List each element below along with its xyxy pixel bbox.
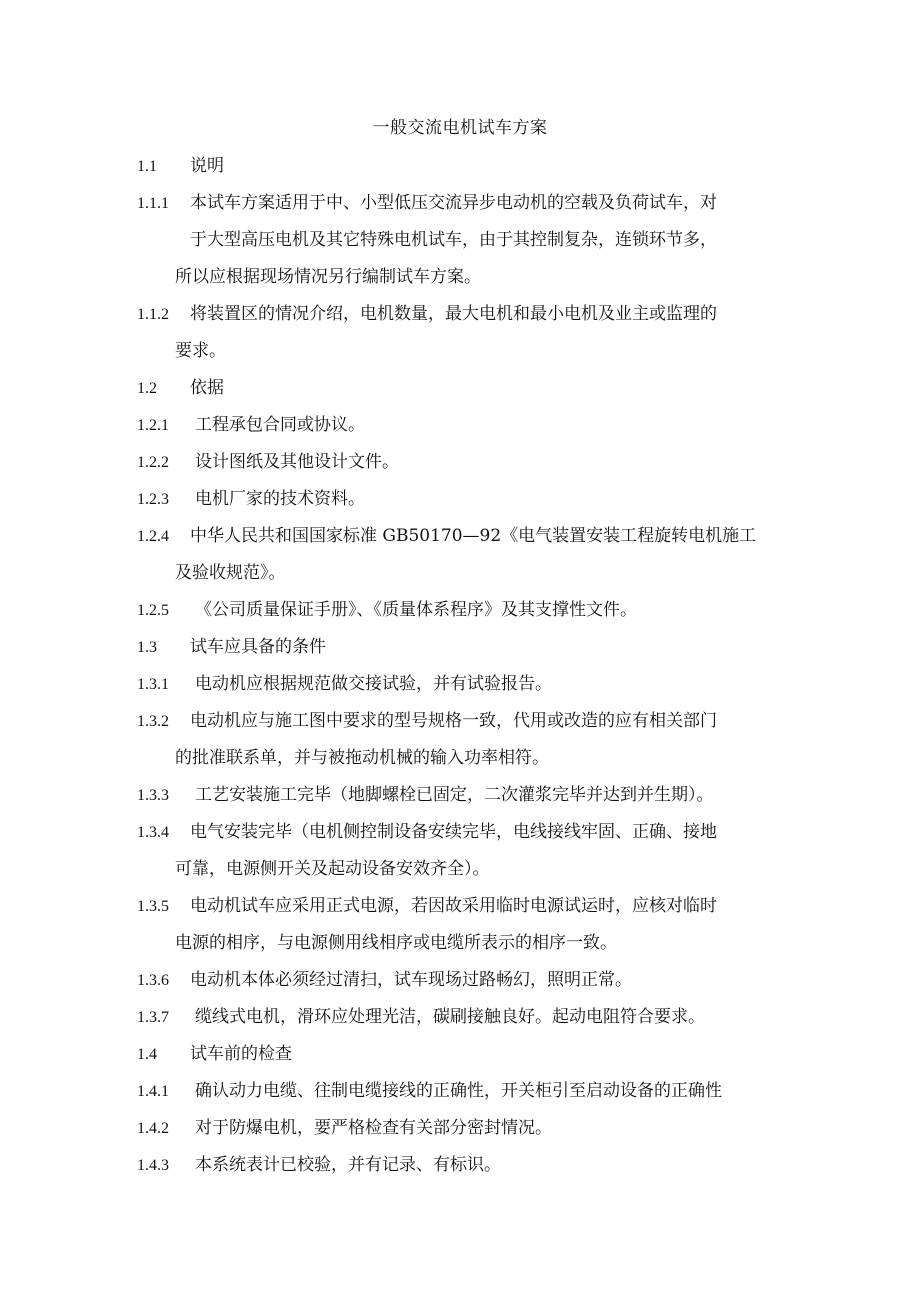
item-number: 1.2.4 xyxy=(137,528,169,545)
item-text xyxy=(195,1073,795,1110)
text-line: 及验收规范》。 xyxy=(175,563,286,583)
document-title: 一般交流电机试车方案 xyxy=(372,118,548,138)
item-number: 1.2.1 xyxy=(137,417,169,434)
text-line: 本系统表计已校验，并有记录、有标识。 xyxy=(195,1155,501,1175)
text-line: 将装置区的情况介绍，电机数量，最大电机和最小电机及业主或监理的 xyxy=(190,304,717,324)
text-line: 要求。 xyxy=(175,341,226,361)
text-line: 中华人民共和国国家标准 GB50170—92《电气装置安装工程旋转电机施工 xyxy=(190,526,757,546)
item-number: 1.3.4 xyxy=(137,824,169,841)
item-text xyxy=(195,1110,795,1147)
text-line: 缆线式电机，滑环应处理光洁，碳刷接触良好。起动电阻符合要求。 xyxy=(195,1007,705,1027)
item-text xyxy=(175,703,790,777)
item-number: 1.2.2 xyxy=(137,454,169,471)
item-text xyxy=(195,1147,795,1184)
item-text xyxy=(190,629,790,666)
item-number: 1.1.2 xyxy=(137,306,169,323)
item-text xyxy=(175,888,790,962)
text-line: 《公司质量保证手册》、《质量体系程序》及其支撑性文件。 xyxy=(195,600,637,620)
item-text xyxy=(175,296,790,370)
item-number: 1.3.5 xyxy=(137,898,169,915)
item-text xyxy=(195,481,795,518)
item-number: 1.2.3 xyxy=(137,491,169,508)
text-line: 本试车方案适用于中、小型低压交流异步电动机的空载及负荷试车，对 xyxy=(190,193,717,213)
text-line: 电动机试车应采用正式电源，若因故采用临时电源试运时，应核对临时 xyxy=(190,896,717,916)
item-number: 1.1 xyxy=(137,158,157,175)
item-text xyxy=(195,407,795,444)
item-text xyxy=(190,148,790,185)
item-number: 1.4.2 xyxy=(137,1120,169,1137)
text-line: 电机厂家的技术资料。 xyxy=(195,489,365,509)
text-line: 电动机本体必须经过清扫，试车现场过路畅幻，照明正常。 xyxy=(190,970,632,990)
text-line-content: 所以应根据现场情况另行编制试车方案。 xyxy=(175,267,481,287)
item-number: 1.2.5 xyxy=(137,602,169,619)
text-line: 电动机应与施工图中要求的型号规格一致，代用或改造的应有相关部门 xyxy=(190,711,717,731)
text-line xyxy=(175,259,790,296)
text-line: 电源的相序，与电源侧用线相序或电缆所表示的相序一致。 xyxy=(175,933,617,953)
item-number: 1.3.1 xyxy=(137,676,169,693)
text-line: 的批准联系单，并与被拖动机械的输入功率相符。 xyxy=(175,748,549,768)
item-text xyxy=(190,962,790,999)
item-text xyxy=(190,370,790,407)
item-text xyxy=(175,185,790,296)
text-line: 依据 xyxy=(190,378,224,398)
item-number: 1.3.3 xyxy=(137,787,169,804)
text-line: 试车前的检查 xyxy=(190,1044,292,1064)
text-line: 电气安装完毕（电机侧控制设备安续完毕，电线接线牢固、正确、接地 xyxy=(190,822,717,842)
item-number: 1.4 xyxy=(137,1046,157,1063)
text-line: 对于防爆电机，要严格检查有关部分密封情况。 xyxy=(195,1118,552,1138)
text-line: 设计图纸及其他设计文件。 xyxy=(195,452,399,472)
text-line: 于大型高压电机及其它特殊电机试车，由于其控制复杂，连锁环节多， xyxy=(190,230,717,250)
text-line: 可靠，电源侧开关及起动设备安效齐全）。 xyxy=(175,859,490,879)
text-line: 说明 xyxy=(190,156,224,176)
text-line: 试车应具备的条件 xyxy=(190,637,326,657)
item-number: 1.4.1 xyxy=(137,1083,169,1100)
item-text xyxy=(195,999,795,1036)
item-text xyxy=(175,518,790,592)
item-number: 1.1.1 xyxy=(137,195,169,212)
item-number: 1.4.3 xyxy=(137,1157,169,1174)
text-line: 电动机应根据规范做交接试验，并有试验报告。 xyxy=(195,674,552,694)
item-text xyxy=(195,444,795,481)
item-text xyxy=(195,592,795,629)
item-text xyxy=(190,1036,790,1073)
item-number: 1.3.7 xyxy=(137,1009,169,1026)
text-line: 工程承包合同或协议。 xyxy=(195,415,365,435)
item-number: 1.3.2 xyxy=(137,713,169,730)
item-text xyxy=(195,666,795,703)
text-line: 确认动力电缆、往制电缆接线的正确性，开关柜引至启动设备的正确性 xyxy=(195,1081,722,1101)
item-number: 1.3 xyxy=(137,639,157,656)
item-number: 1.3.6 xyxy=(137,972,169,989)
item-text xyxy=(175,814,790,888)
item-text xyxy=(195,777,795,814)
text-line: 工艺安装施工完毕（地脚螺栓已固定，二次灌浆完毕并达到并生期）。 xyxy=(195,785,714,805)
item-number: 1.2 xyxy=(137,380,157,397)
